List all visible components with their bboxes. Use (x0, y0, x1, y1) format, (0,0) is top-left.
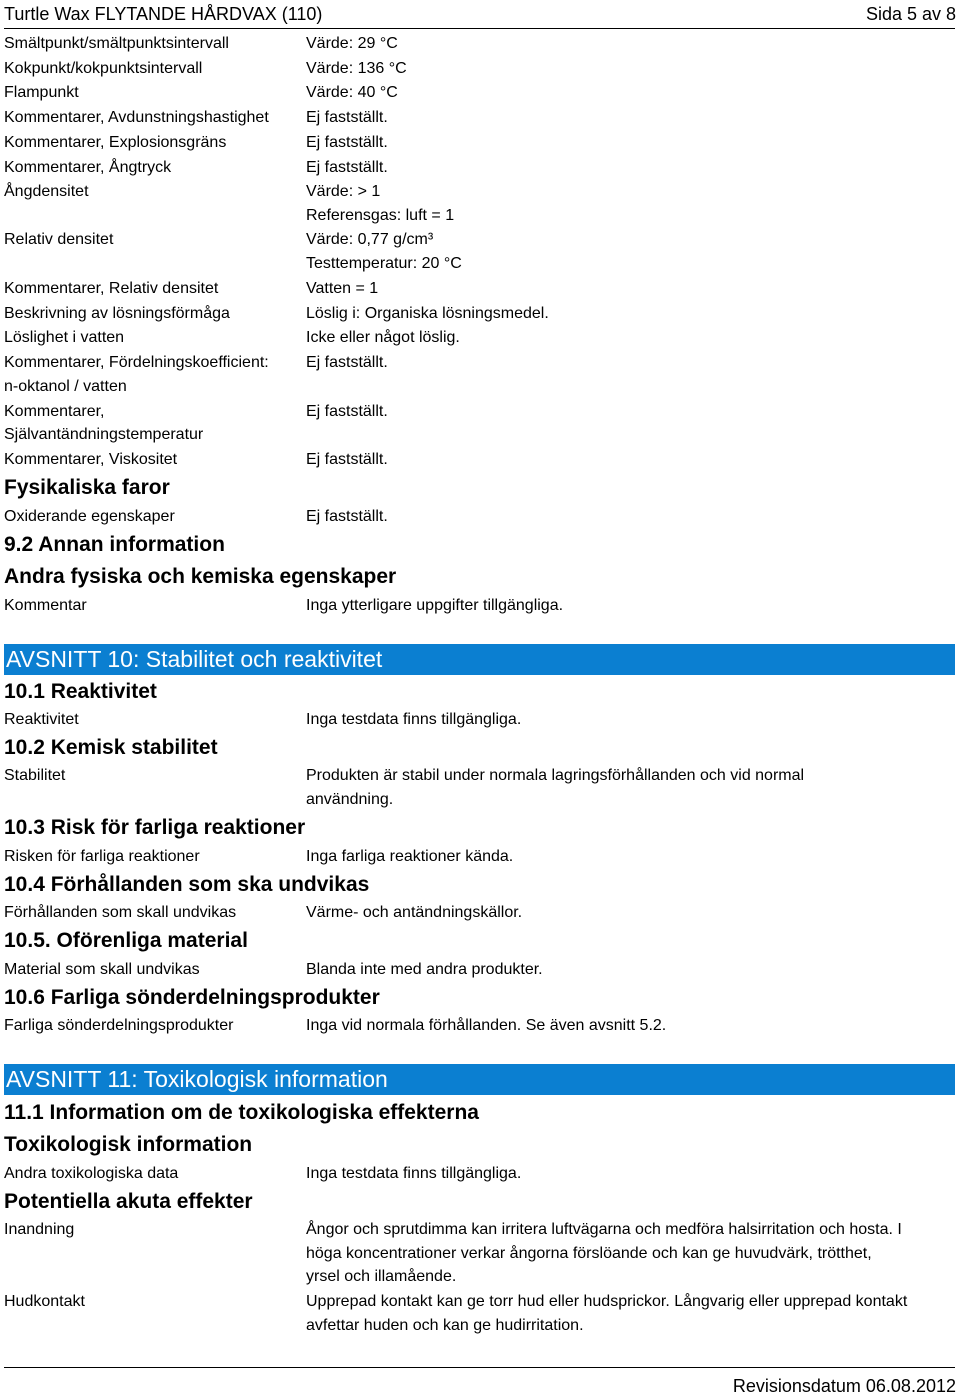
property-value: Värme- och antändningskällor. (306, 904, 523, 921)
property-value: Inga testdata finns tillgängliga. (306, 1165, 522, 1182)
property-label: Risken för farliga reaktioner (4, 848, 200, 865)
property-value: Löslig i: Organiska lösningsmedel. (306, 305, 549, 322)
property-label: Oxiderande egenskaper (4, 508, 175, 525)
property-value: Ej fastställt. (306, 508, 388, 525)
property-value: Ej fastställt. (306, 451, 388, 468)
property-value: Icke eller något löslig. (306, 329, 460, 346)
property-value: Värde: 0,77 g/cm³ (306, 231, 434, 248)
property-label: Kommentarer, Relativ densitet (4, 280, 219, 297)
section-heading: 10.4 Förhållanden som ska undvikas (4, 873, 370, 896)
section-heading: 10.1 Reaktivitet (4, 680, 157, 703)
property-value: Ej fastställt. (306, 134, 388, 151)
property-label-secondary: n-oktanol / vatten (4, 378, 127, 395)
property-value: Ej fastställt. (306, 159, 388, 176)
property-label: Kommentar (4, 597, 87, 614)
section-banner (4, 1064, 955, 1095)
section-banner-title: AVSNITT 11: Toxikologisk information (6, 1066, 388, 1092)
property-value: Blanda inte med andra produkter. (306, 961, 543, 978)
page-number: Sida 5 av 8 (865, 4, 956, 24)
property-label: Inandning (4, 1221, 75, 1238)
property-value: Värde: 136 °C (306, 60, 407, 77)
property-label: Farliga sönderdelningsprodukter (4, 1017, 234, 1034)
property-value: Värde: > 1 (306, 183, 381, 200)
property-value: Ej fastställt. (306, 403, 388, 420)
section-banner-title: AVSNITT 10: Stabilitet och reaktivitet (6, 646, 383, 672)
property-value: Värde: 40 °C (306, 84, 398, 101)
property-value: Värde: 29 °C (306, 35, 398, 52)
property-value: Inga ytterligare uppgifter tillgängliga. (306, 597, 564, 614)
property-label: Kommentarer, Fördelningskoefficient: (4, 354, 269, 371)
section-heading: 11.1 Information om de toxikologiska effekterna (4, 1101, 479, 1124)
property-label: Stabilitet (4, 767, 66, 784)
property-label: Ångdensitet (4, 183, 89, 200)
footer-divider (4, 1367, 955, 1368)
document-title: Turtle Wax FLYTANDE HÅRDVAX (110) (4, 4, 323, 24)
property-label: Kommentarer, (4, 403, 105, 420)
property-label: Relativ densitet (4, 231, 114, 248)
property-value: Vatten = 1 (306, 280, 379, 297)
revision-date: Revisionsdatum 06.08.2012 (732, 1376, 956, 1396)
property-label: Kokpunkt/kokpunktsintervall (4, 60, 203, 77)
property-label: Kommentarer, Avdunstningshastighet (4, 109, 269, 126)
property-value: Upprepad kontakt kan ge torr hud eller hudsprickor. Långvarig eller upprepad kontakt avfettar huden och kan ge hudirritation. (306, 1293, 908, 1334)
property-label-secondary: Självantändningstemperatur (4, 426, 204, 443)
property-value: Inga farliga reaktioner kända. (306, 848, 514, 865)
subsection-heading: Andra fysiska och kemiska egenskaper (4, 565, 397, 588)
section-heading: 10.3 Risk för farliga reaktioner (4, 816, 306, 839)
property-label: Kommentarer, Ångtryck (4, 159, 172, 176)
property-label: Reaktivitet (4, 711, 79, 728)
section-heading: 9.2 Annan information (4, 533, 225, 556)
property-label: Kommentarer, Explosionsgräns (4, 134, 227, 151)
property-value: Ej fastställt. (306, 354, 388, 371)
property-value: Ej fastställt. (306, 109, 388, 126)
property-label: Material som skall undvikas (4, 961, 200, 978)
property-label: Smältpunkt/smältpunktsintervall (4, 35, 229, 52)
property-label: Löslighet i vatten (4, 329, 125, 346)
section-banner (4, 644, 955, 675)
header-divider (4, 28, 955, 29)
section-heading: Fysikaliska faror (4, 476, 170, 499)
property-value: Inga testdata finns tillgängliga. (306, 711, 522, 728)
property-value: Ångor och sprutdimma kan irritera luftvägarna och medföra halsirritation och hosta. I höga koncentrationer verkar ångorna förslöande och kan ge huvudvärk, trötthet, yrsel och illamående. (306, 1221, 902, 1285)
property-value-secondary: Testtemperatur: 20 °C (306, 255, 462, 272)
property-label: Beskrivning av lösningsförmåga (4, 305, 230, 322)
property-value: Produkten är stabil under normala lagringsförhållanden och vid normal användning. (306, 767, 805, 808)
section-heading: 10.5. Oförenliga material (4, 929, 248, 952)
property-label: Andra toxikologiska data (4, 1165, 179, 1182)
section-heading: 10.2 Kemisk stabilitet (4, 736, 218, 759)
subsection-heading: Potentiella akuta effekter (4, 1190, 253, 1213)
property-value: Inga vid normala förhållanden. Se även avsnitt 5.2. (306, 1017, 667, 1034)
section-heading: 10.6 Farliga sönderdelningsprodukter (4, 986, 380, 1009)
property-label: Kommentarer, Viskositet (4, 451, 178, 468)
subsection-heading: Toxikologisk information (4, 1133, 253, 1156)
property-label: Flampunkt (4, 84, 79, 101)
property-label: Hudkontakt (4, 1293, 85, 1310)
property-label: Förhållanden som skall undvikas (4, 904, 237, 921)
property-value-secondary: Referensgas: luft = 1 (306, 207, 455, 224)
